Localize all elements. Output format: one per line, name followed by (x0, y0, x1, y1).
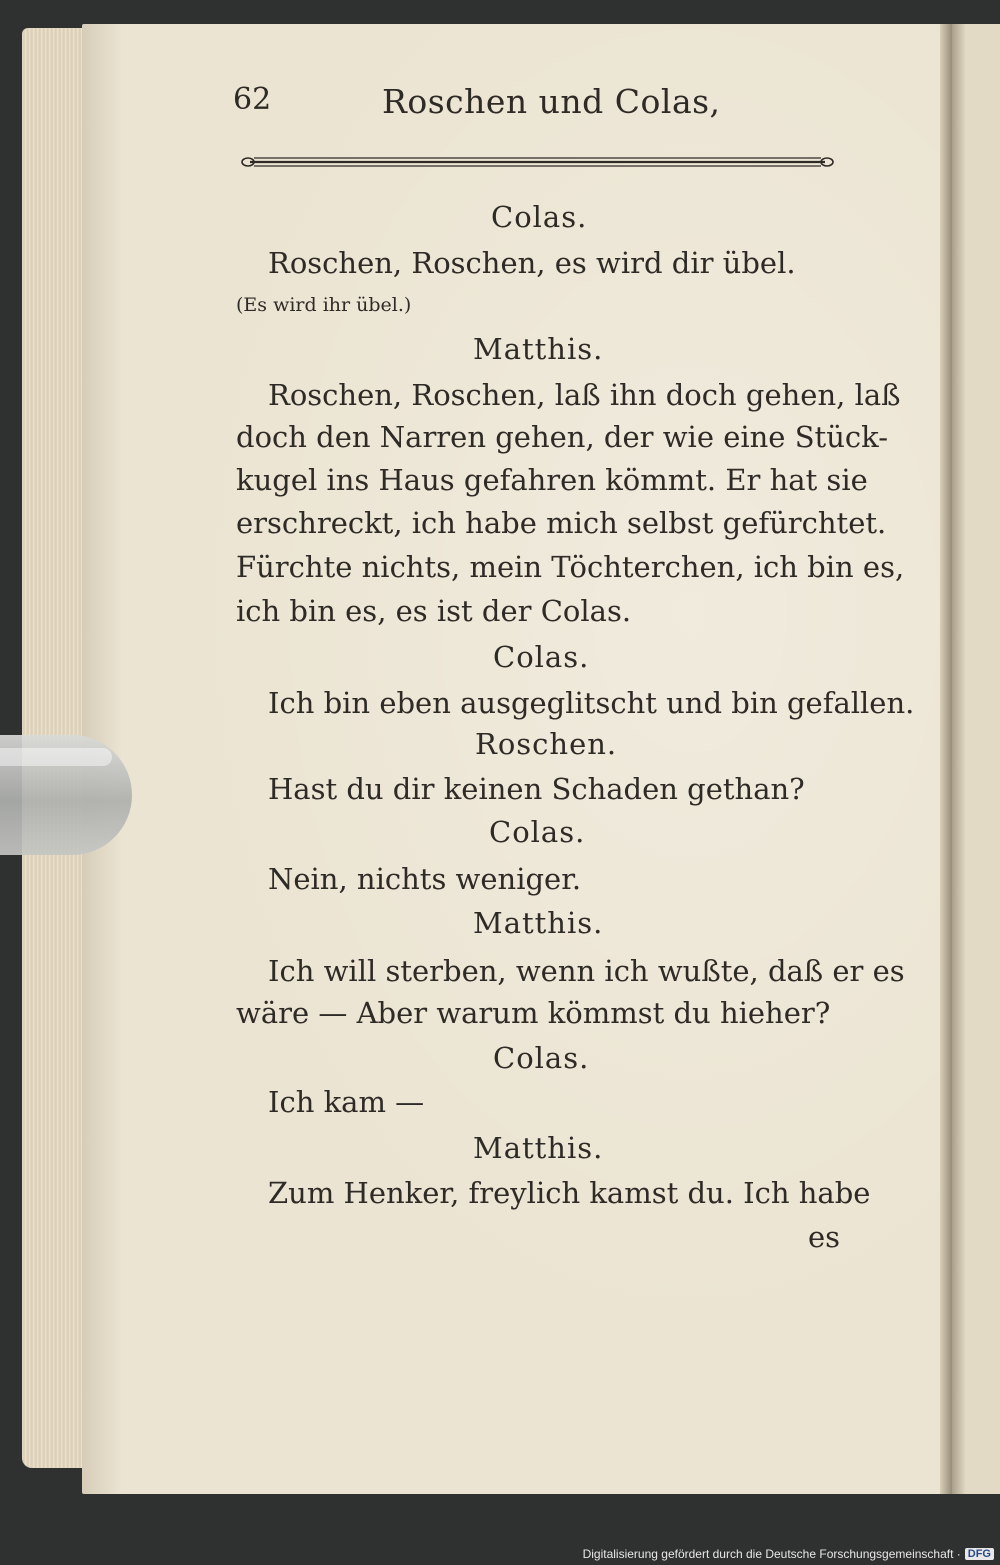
facing-page-edge (952, 24, 1000, 1494)
page-clip-highlight (0, 748, 112, 766)
speaker-name: Matthis. (473, 906, 604, 940)
speaker-name: Matthis. (473, 332, 604, 366)
dialogue-line: doch den Narren gehen, der wie eine Stück- (236, 420, 888, 454)
dialogue-line: Fürchte nichts, mein Töchterchen, ich bin es, (236, 550, 905, 584)
speaker-name: Roschen. (475, 727, 618, 761)
dialogue-line: Ich kam — (268, 1085, 425, 1119)
stage-direction: (Es wird ihr übel.) (236, 294, 412, 316)
page-number: 62 (233, 82, 272, 117)
catchword: es (808, 1220, 841, 1254)
dfg-logo: DFG (965, 1548, 994, 1560)
dialogue-line: Roschen, Roschen, es wird dir übel. (268, 246, 796, 280)
dialogue-line: Roschen, Roschen, laß ihn doch gehen, laß (268, 378, 901, 412)
speaker-name: Colas. (491, 200, 588, 234)
dialogue-line: Ich bin eben ausgeglitscht und bin gefallen. (268, 686, 915, 720)
speaker-name: Colas. (493, 1041, 590, 1075)
dialogue-line: Zum Henker, freylich kamst du. Ich habe (268, 1176, 871, 1210)
dialogue-line: wäre — Aber warum kömmst du hieher? (236, 996, 831, 1030)
dialogue-line: Hast du dir keinen Schaden gethan? (268, 772, 805, 806)
dialogue-line: erschreckt, ich habe mich selbst gefürchtet. (236, 506, 887, 540)
running-head: Roschen und Colas, (382, 82, 721, 121)
digitization-credit (583, 1547, 994, 1561)
dialogue-line: ich bin es, es ist der Colas. (236, 594, 632, 628)
speaker-name: Colas. (489, 815, 586, 849)
dialogue-line: Nein, nichts weniger. (268, 862, 582, 896)
header-rule (240, 154, 835, 170)
speaker-name: Matthis. (473, 1131, 604, 1165)
dialogue-line: Ich will sterben, wenn ich wußte, daß er es (268, 954, 905, 988)
credit-text: Digitalisierung gefördert durch die Deutsche Forschungsgemeinschaft · (582, 1547, 961, 1561)
dialogue-line: kugel ins Haus gefahren kömmt. Er hat sie (236, 463, 868, 497)
speaker-name: Colas. (493, 640, 590, 674)
